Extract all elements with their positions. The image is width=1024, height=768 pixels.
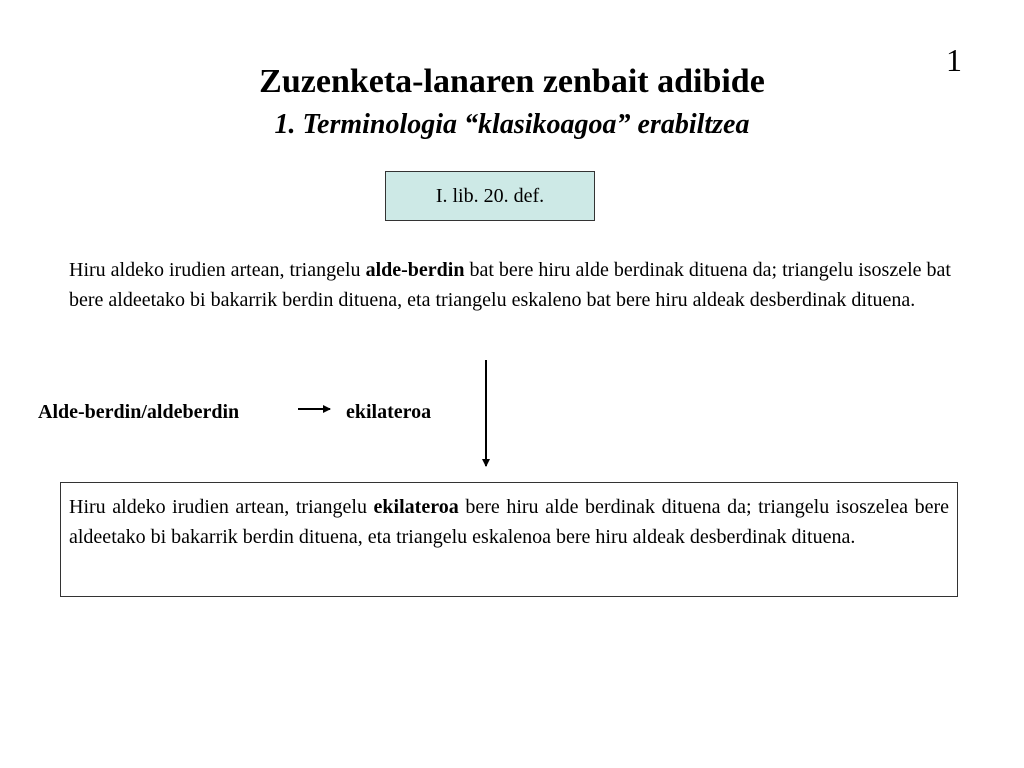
- corrected-text-before: Hiru aldeko irudien artean, triangelu: [69, 496, 374, 518]
- original-paragraph: [69, 255, 964, 315]
- original-highlight-term: alde-berdin: [365, 259, 465, 281]
- original-text-before: Hiru aldeko irudien artean, triangelu: [69, 259, 366, 281]
- old-term: Alde-berdin/aldeberdin: [38, 401, 240, 423]
- new-term: ekilateroa: [346, 401, 432, 423]
- corrected-paragraph-box: [60, 482, 958, 597]
- corrected-text-after: bere hiru alde berdinak dituena da; triangelu isoszelea bere aldeetako bi bakarrik berdin dituena, eta triangelu eskalenoa bere hiru aldeak desberdinak dituena.: [69, 496, 949, 548]
- corrected-highlight-term: ekilateroa: [373, 496, 459, 518]
- slide-title: Zuzenketa-lanaren zenbait adibide: [259, 63, 765, 100]
- slide-subtitle: 1. Terminologia “klasikoagoa” erabiltzea: [274, 109, 750, 140]
- reference-label: I. lib. 20. def.: [435, 184, 545, 207]
- original-text-after: bat bere hiru alde berdinak dituena da; triangelu isoszele bat bere aldeetako bi bakarrik berdin dituena, eta triangelu eskaleno bat bere hiru aldeak desberdinak dituena.: [69, 259, 951, 311]
- reference-box: [385, 171, 595, 221]
- slide-number: 1: [946, 42, 962, 78]
